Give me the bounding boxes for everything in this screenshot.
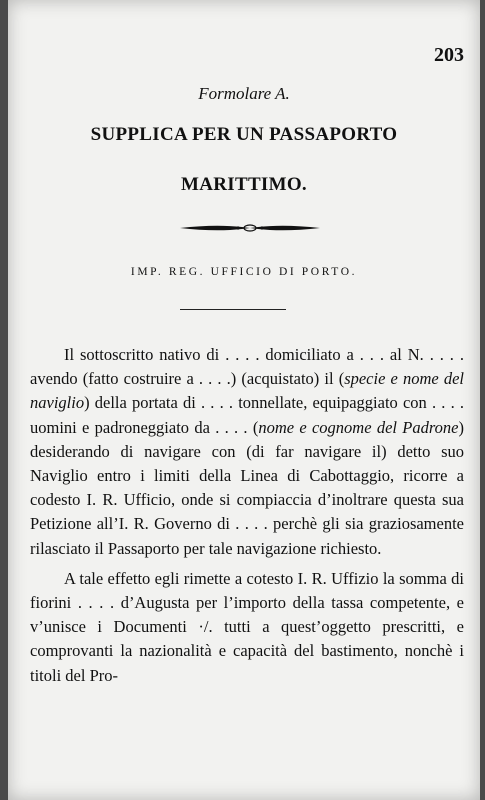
ornament-divider-icon [180,222,320,234]
document-title-line-1: SUPPLICA PER UN PASSAPORTO [90,124,398,145]
body-text [30,343,464,688]
form-subtitle: Formolare A. [198,84,290,103]
book-page [8,0,480,800]
paragraph-1-italic-b: nome e cognome del Padrone [258,417,459,437]
paragraph-2: A tale effetto egli rimette a cotesto I. R. Uffizio la somma di fiorini . . . . d’Augusta per l’importo della tassa competente, e v’unisce i Documenti ·/. tutti a quest’oggetto prescritti, e comprovanti la nazionalità e capacità del bastimento, nonchè i titoli del Pro- [30,568,464,685]
paragraph-1-text-b: ) della portata di . . . . tonnellate, equipaggiato con . . . . uomini e padroneggiato da . . . . ( [30,393,464,437]
document-title-line-2: MARITTIMO. [181,174,307,195]
page-number: 203 [434,44,464,66]
paragraph-1-text-c: ) desiderando di navigare con (di far navigare il) detto suo Naviglio entro i limiti della Linea di Cabottaggio, ricorre a codesto I. R. Ufficio, onde si compiaccia d’inoltrare questa sua Petizione all’I. R. Governo di . . . . perchè gli sia graziosamente rilasciato il Passaporto per tale navigazione richiesto. [30,417,464,558]
paragraph-1 [30,343,464,561]
office-header: IMP. REG. UFFICIO DI PORTO. [130,266,358,278]
paragraph-1-italic-a: specie e nome del naviglio [30,369,464,413]
separator-rule [180,309,286,310]
paragraph-1-text-a: Il sottoscritto nativo di . . . . domiciliato a . . . al N. . . . . avendo (fatto costruire a . . . .) (acquistato) il ( [30,345,464,389]
